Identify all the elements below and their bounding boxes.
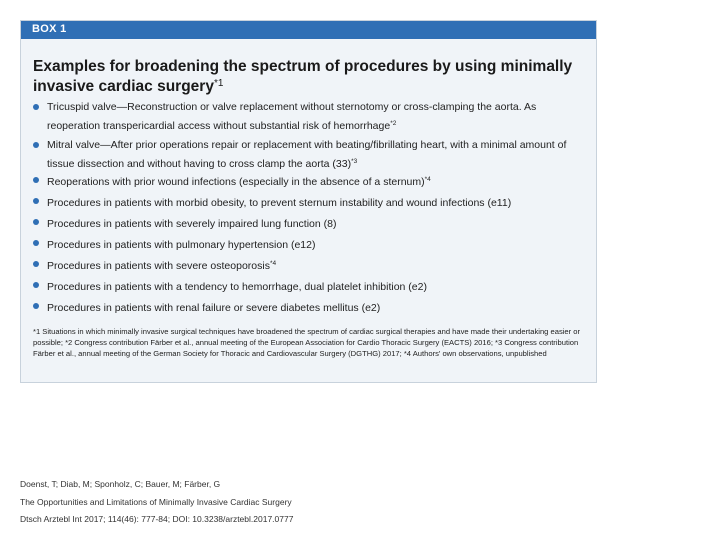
citation-reference: Dtsch Arztebl Int 2017; 114(46): 777-84; DOI: 10.3238/arztebl.2017.0777 (20, 514, 294, 524)
list-item (33, 298, 581, 317)
list-item-footnote-mark: *4 (269, 260, 277, 267)
list-item-text: Reoperations with prior wound infections (especially in the absence of a sternum) (47, 176, 425, 188)
list-item (33, 214, 581, 233)
bullet-icon (33, 198, 39, 204)
bullet-icon (33, 282, 39, 288)
box-footnotes: *1 Situations in which minimally invasive surgical techniques have broadened the spectrum of cardiac surgical therapies and have made their undertaking easier or possible; *2 Congress contribution Färber et al., annual meeting of the European Association for Cardio Thoracic Surgery (EACTS) 2016; *3 Congress contribution Färber et al., annual meeting of the German Society for Thoracic and Cardiovascular Surgery (DGTHG) 2017; *4 Authors' own observations, unpublished (33, 327, 581, 358)
list-item (33, 277, 581, 296)
bullet-icon (33, 219, 39, 225)
list-item-text: Procedures in patients with pulmonary hypertension (e12) (47, 239, 316, 251)
box-title (33, 58, 593, 95)
box-title-text: Examples for broadening the spectrum of procedures by using minimally invasive cardiac surgery (33, 58, 573, 95)
list-item-text: Procedures in patients with severe osteoporosis (47, 260, 270, 272)
list-item-footnote-mark: *2 (390, 119, 397, 127)
bullet-icon (33, 177, 39, 183)
list-item (33, 99, 581, 134)
citation-authors: Doenst, T; Diab, M; Sponholz, C; Bauer, M; Färber, G (20, 479, 221, 489)
list-item (33, 137, 581, 172)
list-item-footnote-mark: *3 (351, 157, 358, 165)
list-item-text: Procedures in patients with renal failure or severe diabetes mellitus (e2) (47, 302, 381, 314)
list-item-text: Procedures in patients with a tendency to hemorrhage, dual platelet inhibition (e2) (47, 281, 427, 293)
list-item-text: Tricuspid valve—Reconstruction or valve replacement without sternotomy or cross-clamping the aorta. As reoperation transpericardial access without substantial risk of hemorrhage (47, 101, 537, 132)
bullet-icon (33, 104, 39, 110)
citation-block (20, 476, 620, 529)
box-label: BOX 1 (32, 23, 67, 35)
box-title-footnote-mark: *1 (213, 78, 224, 89)
list-item (33, 235, 581, 254)
box-header-bar (21, 21, 596, 39)
bullet-icon (33, 142, 39, 148)
list-item (33, 172, 581, 191)
list-item-text: Procedures in patients with morbid obesity, to prevent sternum instability and wound infections (e11) (47, 197, 512, 209)
citation-article-title: The Opportunities and Limitations of Minimally Invasive Cardiac Surgery (20, 496, 292, 507)
list-item-footnote-mark: *4 (424, 176, 431, 183)
list-item (33, 256, 581, 275)
bullet-icon (33, 261, 39, 267)
list-item-text: Mitral valve—After prior operations repair or replacement with beating/fibrillating heart, with a minimal amount of tissue dissection and without having to cross clamp the aorta (33) (47, 139, 567, 170)
bullet-icon (33, 303, 39, 309)
list-item-text: Procedures in patients with severely impaired lung function (8) (47, 218, 337, 230)
list-item (33, 193, 581, 212)
box-1-panel (20, 20, 597, 383)
bullet-icon (33, 240, 39, 246)
